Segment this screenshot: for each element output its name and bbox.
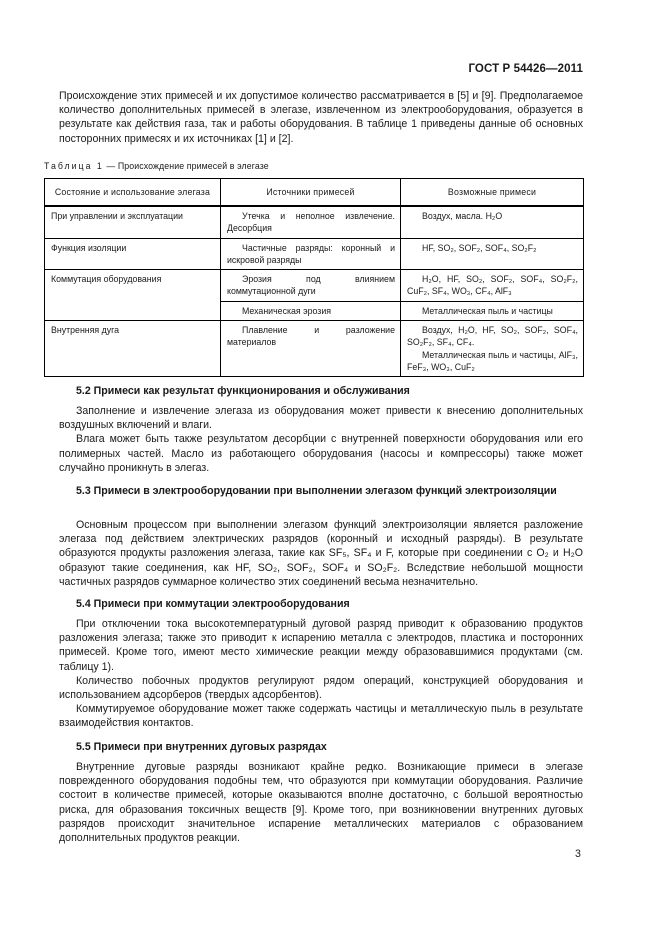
cell-impurities (401, 301, 584, 320)
page-number: 3 (575, 848, 581, 860)
table-row (45, 270, 584, 302)
intro-text: Происхождение этих примесей и их допустимое количество рассматривается в [5] и [9]. Предполагаемое количество дополнительных примесей в элегазе, извлеченном из электрооборудования, образуется в результате как действия газа, так и работы оборудования. В таблице 1 приведены данные об основных посторонних примесях и их источниках [1] и [2]. (59, 90, 583, 145)
section-5-4-heading: 5.4 Примеси при коммутации электрооборудования (76, 598, 350, 610)
paragraph: Коммутируемое оборудование может также содержать частицы и металлическую пыль в результате взаимодействия контактов. (59, 703, 583, 730)
cell-source-text: Плавление и разложение материалов (227, 325, 395, 348)
cell-impurities-text: Металлическая пыль и частицы (422, 305, 553, 316)
document-code: ГОСТ Р 54426—2011 (468, 63, 583, 75)
table-row (45, 238, 584, 270)
cell-source (221, 270, 401, 302)
cell-state: Коммутация оборудования (45, 270, 221, 321)
cell-impurities-text: H₂O, HF, SO₂, SOF₂, SOF₄, SO₂F₂, CuF₂, SF₄, WO₃, CF₄, AlF₃ (407, 274, 578, 297)
cell-impurities (401, 270, 584, 302)
cell-source (221, 301, 401, 320)
paragraph: Количество побочных продуктов регулируют рядом операций, конструкцией оборудования и использованием адсорберов (твердых адсорбентов). (59, 674, 583, 702)
table-row (45, 206, 584, 238)
cell-impurities-text: HF, SO₂, SOF₂, SOF₄, SO₂F₂ (422, 242, 537, 253)
cell-source (221, 321, 401, 377)
section-5-3-heading: 5.3 Примеси в электрооборудовании при выполнении элегазом функций электроизоляции (76, 485, 557, 497)
table-caption-text: — Происхождение примесей в элегазе (103, 161, 269, 171)
cell-impurities-text: Воздух, H₂O, HF, SO₂, SOF₂, SOF₄, SO₂F₂, SF₄, CF₄. (407, 325, 578, 348)
paragraph: Внутренние дуговые разряды возникают крайне редко. Возникающие примеси в элегазе поврежденного оборудования подобны тем, что образуются при коммутации оборудования. Различие состоит в количестве примесей, которые оказываются вполне достаточно, с большой вероятностью риска, для образования токсичных веществ [9]. Кроме того, при возникновении внутренних дуговых разрядов происходит значительное испарение металлических материалов с образованием дополнительных продуктов реакции. (59, 761, 583, 845)
cell-impurities-text: Воздух, масла. H₂O (422, 211, 503, 221)
intro-paragraph (59, 89, 583, 146)
cell-state: Внутренняя дуга (45, 321, 221, 377)
table-caption (44, 161, 269, 171)
cell-impurities (401, 206, 584, 238)
table-header-row (45, 179, 584, 207)
impurities-table (44, 178, 584, 377)
section-5-5-heading: 5.5 Примеси при внутренних дуговых разрядах (76, 741, 327, 753)
header-state: Состояние и использование элегаза (45, 179, 221, 207)
cell-impurities-text-2: Металлическая пыль и частицы, AlF₃, FeF₃, WO₃, CuF₂ (407, 349, 578, 372)
section-5-4-body (59, 617, 583, 731)
section-5-5-body (59, 760, 583, 845)
cell-source-text: Эрозия под влиянием коммутационной дуги (227, 274, 395, 297)
header-impurities: Возможные примеси (401, 179, 584, 207)
cell-source-text: Механическая эрозия (242, 305, 331, 316)
section-5-3-body (59, 518, 583, 589)
cell-state: Функция изоляции (45, 238, 221, 270)
paragraph: При отключении тока высокотемпературный дуговой разряд приводит к образованию продуктов разложения элегаза; также это приводит к испарению металла с электродов, пластика и посторонних примесей. Кроме того, имеют место химические реакции между образовавшимися продуктами (см. таблицу 1). (59, 618, 583, 673)
section-5-2-body (59, 404, 583, 475)
cell-source (221, 238, 401, 270)
table-row (45, 321, 584, 377)
section-5-2-heading: 5.2 Примеси как результат функционирования и обслуживания (76, 385, 410, 397)
cell-state: При управлении и эксплуатации (45, 206, 221, 238)
cell-impurities (401, 238, 584, 270)
paragraph: Заполнение и извлечение элегаза из оборудования может привести к внесению дополнительных воздушных включений и влаги. (59, 405, 583, 432)
paragraph: Основным процессом при выполнении элегазом функций электроизоляции является разложение элегаза под действием электрических разрядов (коронный и исходный разряды). В результате образуются продукты разложения элегаза, такие как SF₅, SF₄ и F, которые при соединении с O₂ и H₂O образуют такие соединения, как HF, SO₂, SOF₂, SOF₄ и SO₂F₂. Вследствие небольшой мощности частичных разрядов суммарное количество этих соединений весьма незначительно. (59, 519, 583, 588)
header-source: Источники примесей (221, 179, 401, 207)
table-caption-label: Таблица 1 (44, 161, 104, 171)
cell-source (221, 206, 401, 238)
cell-source-text: Утечка и неполное извлечение. Десорбция (227, 211, 395, 234)
cell-source-text: Частичные разряды: коронный и искровой разряды (227, 242, 395, 265)
paragraph: Влага может быть также результатом десорбции с внутренней поверхности оборудования или его полимерных частей. Масло из работающего оборудования (насосы и компрессоры) также может случайно проникнуть в элегаз. (59, 433, 583, 474)
cell-impurities (401, 321, 584, 377)
